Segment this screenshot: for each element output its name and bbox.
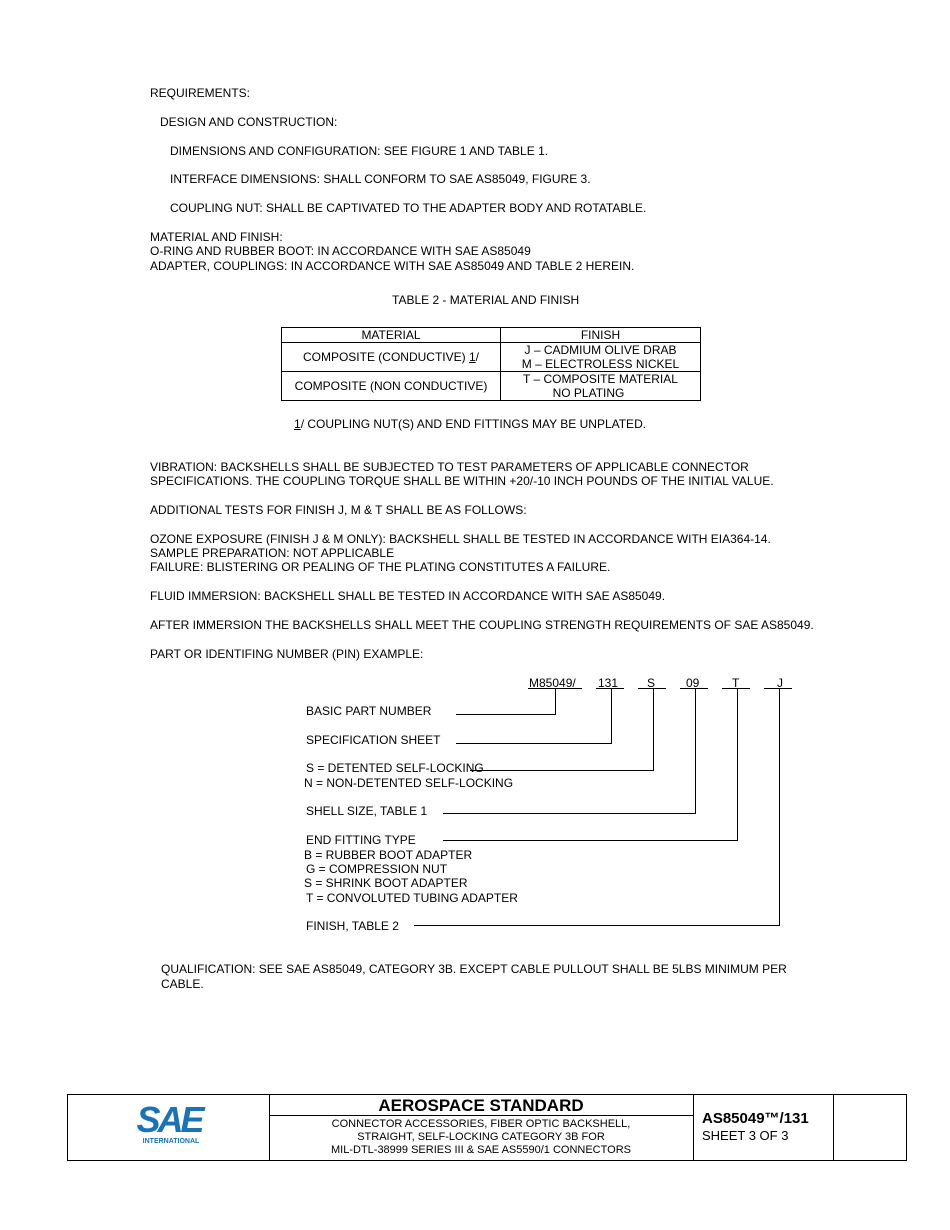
table-cell-material: COMPOSITE (CONDUCTIVE) 1/ <box>282 343 501 372</box>
pin-label-end-fitting: END FITTING TYPE <box>306 833 416 847</box>
logo-cell <box>68 1095 270 1160</box>
title-block <box>67 1094 907 1161</box>
fluid-immersion: FLUID IMMERSION: BACKSHELL SHALL BE TESTED IN ACCORDANCE WITH SAE AS85049. <box>150 589 666 603</box>
pin-label-shell-size: SHELL SIZE, TABLE 1 <box>306 804 428 818</box>
table-header-material: MATERIAL <box>282 328 501 343</box>
after-immersion: AFTER IMMERSION THE BACKSHELLS SHALL MEET THE COUPLING STRENGTH REQUIREMENTS OF SAE AS85049. <box>150 618 814 632</box>
pin-segment-locking: S <box>647 676 656 690</box>
vibration-line1: VIBRATION: BACKSHELLS SHALL BE SUBJECTED TO TEST PARAMETERS OF APPLICABLE CONNECTOR <box>150 460 749 474</box>
pin-label-s-option: S = DETENTED SELF-LOCKING <box>306 761 484 775</box>
pin-label-spec-sheet: SPECIFICATION SHEET <box>306 733 441 747</box>
qualification-line2: CABLE. <box>161 977 204 991</box>
ozone-line2: SAMPLE PREPARATION: NOT APPLICABLE <box>150 546 395 560</box>
pin-label-t-option: T = CONVOLUTED TUBING ADAPTER <box>306 891 518 905</box>
sae-logo-subtitle: INTERNATIONAL <box>142 1138 200 1145</box>
material-finish-line2: ADAPTER, COUPLINGS: IN ACCORDANCE WITH SAE AS85049 AND TABLE 2 HEREIN. <box>150 259 635 273</box>
standard-description: CONNECTOR ACCESSORIES, FIBER OPTIC BACKSHELL, STRAIGHT, SELF-LOCKING CATEGORY 3B FOR MIL-DTL-38999 SERIES III & SAE AS5590/1 CONNECTORS <box>331 1118 631 1156</box>
material-finish-line1: O-RING AND RUBBER BOOT: IN ACCORDANCE WITH SAE AS85049 <box>150 244 531 258</box>
sheet-number: SHEET 3 OF 3 <box>702 1128 789 1143</box>
standard-title: AEROSPACE STANDARD <box>269 1095 693 1116</box>
design-construction-heading: DESIGN AND CONSTRUCTION: <box>160 115 338 129</box>
pin-label-basic: BASIC PART NUMBER <box>306 704 432 718</box>
pin-segment-shell: 09 <box>686 676 700 690</box>
pin-example-heading: PART OR IDENTIFING NUMBER (PIN) EXAMPLE: <box>150 647 424 661</box>
pin-label-finish: FINISH, TABLE 2 <box>306 919 399 933</box>
pin-label-b-option: B = RUBBER BOOT ADAPTER <box>304 848 473 862</box>
ozone-line3: FAILURE: BLISTERING OR PEALING OF THE PLATING CONSTITUTES A FAILURE. <box>150 560 611 574</box>
pin-segment-basic: M85049/ <box>529 676 576 690</box>
title-cell <box>269 1095 694 1160</box>
ozone-line1: OZONE EXPOSURE (FINISH J & M ONLY): BACKSHELL SHALL BE TESTED IN ACCORDANCE WITH EIA364-14. <box>150 532 771 546</box>
table-cell-finish: T – COMPOSITE MATERIAL NO PLATING <box>501 372 701 401</box>
table-header-finish: FINISH <box>501 328 701 343</box>
requirements-heading: REQUIREMENTS: <box>150 86 251 100</box>
pin-segment-spec: 131 <box>598 676 619 690</box>
vibration-line2: SPECIFICATIONS. THE COUPLING TORQUE SHALL BE WITHIN +20/-10 INCH POUNDS OF THE INITIAL VALUE. <box>150 474 774 488</box>
doc-number-cell <box>693 1095 834 1160</box>
dimensions-text: DIMENSIONS AND CONFIGURATION: SEE FIGURE 1 AND TABLE 1. <box>170 144 549 158</box>
pin-segment-fitting: T <box>732 676 740 690</box>
qualification-line1: QUALIFICATION: SEE SAE AS85049, CATEGORY 3B. EXCEPT CABLE PULLOUT SHALL BE 5LBS MINIMUM PER <box>161 962 787 976</box>
table2-title: TABLE 2 - MATERIAL AND FINISH <box>392 293 580 307</box>
additional-tests: ADDITIONAL TESTS FOR FINISH J, M & T SHALL BE AS FOLLOWS: <box>150 503 527 517</box>
table-cell-finish: J – CADMIUM OLIVE DRAB M – ELECTROLESS NICKEL <box>501 343 701 372</box>
table2-footnote: 1/ COUPLING NUT(S) AND END FITTINGS MAY BE UNPLATED. <box>294 417 647 431</box>
coupling-nut-text: COUPLING NUT: SHALL BE CAPTIVATED TO THE ADAPTER BODY AND ROTATABLE. <box>170 201 647 215</box>
sae-logo: SAE <box>136 1099 202 1140</box>
material-finish-heading: MATERIAL AND FINISH: <box>150 230 283 244</box>
pin-label-g-option: G = COMPRESSION NUT <box>306 862 448 876</box>
doc-number: AS85049™/131 <box>702 1110 809 1127</box>
interface-text: INTERFACE DIMENSIONS: SHALL CONFORM TO SAE AS85049, FIGURE 3. <box>170 172 591 186</box>
table-cell-material: COMPOSITE (NON CONDUCTIVE) <box>282 372 501 401</box>
pin-label-n-option: N = NON-DETENTED SELF-LOCKING <box>304 776 514 790</box>
pin-label-s2-option: S = SHRINK BOOT ADAPTER <box>304 876 468 890</box>
pin-segment-finish: J <box>777 676 783 690</box>
